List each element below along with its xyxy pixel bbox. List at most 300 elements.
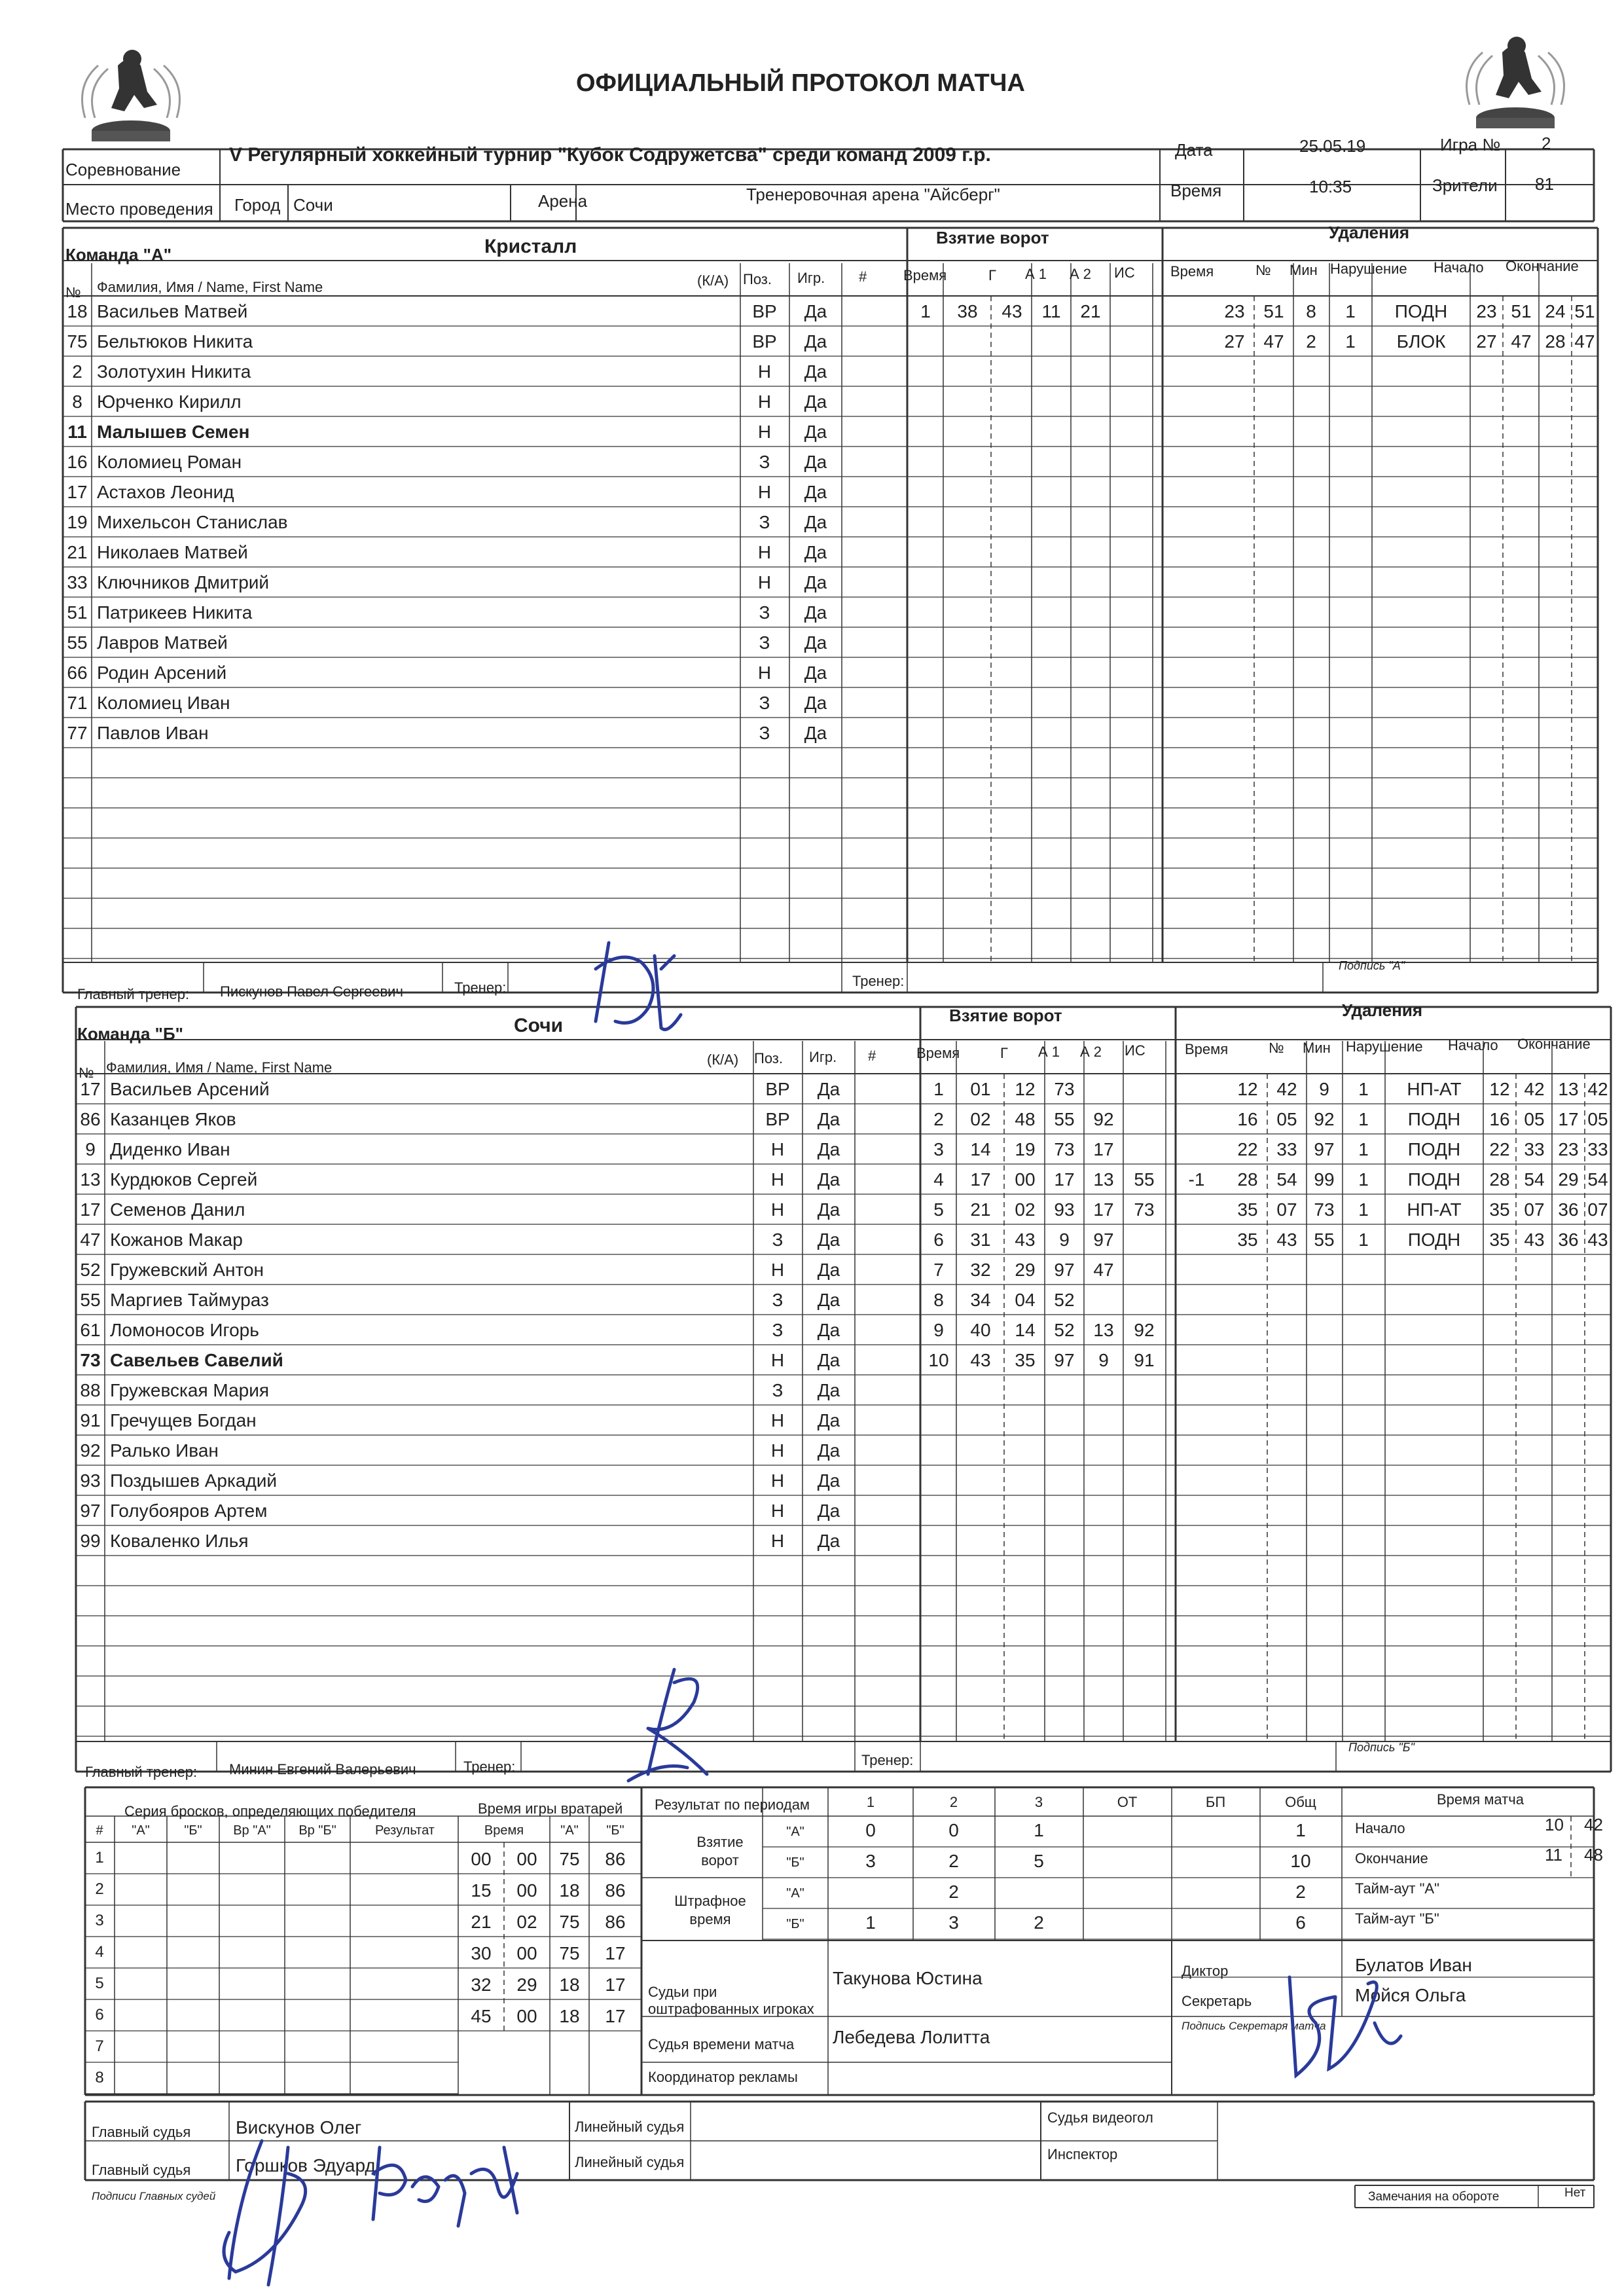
team-b-goal-second: 35 <box>1015 1350 1036 1370</box>
team-a-col-a1: А 1 <box>1025 266 1047 282</box>
goalie-second: 02 <box>516 1912 537 1932</box>
team-b-goal-second: 43 <box>1015 1230 1036 1250</box>
period-value-goals-b: 2 <box>948 1851 959 1871</box>
chief-referee-signature-1 <box>209 2128 327 2291</box>
team-a-player-name: Юрченко Кирилл <box>97 392 242 412</box>
team-b-player-name: Ломоносов Игорь <box>110 1320 259 1340</box>
team-b-col-hash: # <box>868 1048 876 1064</box>
team-b-penalties-title: Удаления <box>1342 1000 1422 1020</box>
team-b-penalty-minutes: 1 <box>1358 1199 1369 1220</box>
team-a-player-number: 77 <box>67 723 88 743</box>
team-a-col-hash: # <box>859 268 867 285</box>
team-b-name: Сочи <box>514 1015 564 1036</box>
team-b-player-played: Да <box>817 1380 840 1400</box>
date-value: 25.05.19 <box>1299 136 1366 156</box>
team-a-player-played: Да <box>804 422 827 442</box>
team-a-col-name: Фамилия, Имя / Name, First Name <box>97 279 323 295</box>
team-a-player-name: Коломиец Роман <box>97 452 242 472</box>
team-a-goal-scorer: 11 <box>1041 301 1061 321</box>
team-a-penalty-end-sec: 51 <box>1574 301 1595 321</box>
team-a-player-name: Патрикеев Никита <box>97 602 253 623</box>
team-b-goal-assist-1: 92 <box>1093 1109 1114 1129</box>
periods-penalty-label: Штрафное время <box>674 1893 746 1927</box>
period-col-header: 2 <box>949 1794 958 1810</box>
team-b-player-number: 88 <box>80 1380 101 1400</box>
goalie-second: 00 <box>516 1880 537 1901</box>
team-a-penalty-start-min: 23 <box>1476 301 1497 321</box>
match-end-sec: 48 <box>1584 1845 1603 1865</box>
team-b-penalty-violation: ПОДН <box>1407 1139 1461 1159</box>
team-b-col-pen-min: Мин <box>1303 1040 1331 1056</box>
team-b-col-ka: (К/А) <box>707 1051 739 1068</box>
team-a-penalty-player: 2 <box>1306 331 1316 352</box>
game-number-label: Игра № <box>1440 135 1501 155</box>
team-b-penalty-player: 99 <box>1314 1169 1335 1190</box>
team-a-player-played: Да <box>804 572 827 592</box>
spectators-value: 81 <box>1535 174 1554 194</box>
team-b-player-position: Н <box>770 1410 785 1430</box>
time-judge-label: Судья времени матча <box>648 2036 795 2052</box>
goalie-minute: 32 <box>471 1975 492 1995</box>
team-b-penalty-end-min: 36 <box>1558 1230 1579 1250</box>
team-a-player-played: Да <box>804 512 827 532</box>
team-b-col-a1: А 1 <box>1038 1044 1060 1060</box>
box-judges-name: Такунова Юстина <box>833 1968 983 1988</box>
team-a-player-number: 51 <box>67 602 88 623</box>
team-b-player-position: З <box>772 1290 784 1310</box>
team-b-penalty-start-sec: 42 <box>1524 1079 1545 1099</box>
shootout-col-header: Вр "Б" <box>298 1823 336 1838</box>
shootout-row-number: 3 <box>95 1912 104 1929</box>
match-start-min: 10 <box>1545 1815 1564 1834</box>
team-b-player-played: Да <box>817 1320 840 1340</box>
team-a-player-played: Да <box>804 361 827 382</box>
team-b-penalty-second: 07 <box>1276 1199 1297 1220</box>
team-a-name: Кристалл <box>484 236 577 257</box>
team-a-player-number: 2 <box>72 361 82 382</box>
arena-value: Тренеровочная арена "Айсберг" <box>746 185 1000 204</box>
spectators-label: Зрители <box>1432 175 1498 195</box>
inspector-label: Инспектор <box>1047 2146 1118 2162</box>
team-a-col-pos: Поз. <box>743 271 772 287</box>
team-b-penalty-end-min: 23 <box>1558 1139 1579 1159</box>
team-b-penalty-minutes: 1 <box>1358 1139 1369 1159</box>
shootout-row-number: 1 <box>95 1849 104 1867</box>
team-b-goal-assist-1: 47 <box>1093 1260 1114 1280</box>
team-b-player-played: Да <box>817 1350 840 1370</box>
team-a-player-position: Н <box>757 663 772 683</box>
team-b-col-violation: Нарушение <box>1346 1038 1423 1055</box>
team-b-penalty-minutes: 1 <box>1358 1230 1369 1250</box>
team-b-col-pen-num: № <box>1269 1040 1284 1056</box>
match-end-min: 11 <box>1545 1845 1562 1865</box>
team-b-penalty-minute: 16 <box>1237 1109 1258 1129</box>
goalie-minute: 15 <box>471 1880 492 1901</box>
team-b-goal-second: 12 <box>1015 1079 1036 1099</box>
goalie-team-b: 17 <box>605 1943 626 1963</box>
team-a-goal-second: 43 <box>1001 301 1022 321</box>
team-b-player-position: З <box>772 1380 784 1400</box>
team-b-col-pos: Поз. <box>754 1050 783 1066</box>
team-b-col-num: № <box>79 1065 94 1081</box>
match-time-title: Время матча <box>1437 1791 1524 1808</box>
team-a-label: Команда "А" <box>65 245 172 264</box>
city-value: Сочи <box>293 195 333 215</box>
team-a-goal-minute: 38 <box>957 301 978 321</box>
team-b-player-name: Савельев Савелий <box>110 1350 283 1370</box>
team-a-col-pen-time: Время <box>1170 263 1214 280</box>
period-value-pen-b: 1 <box>865 1912 876 1933</box>
team-b-player-number: 9 <box>85 1139 96 1159</box>
team-a-player-position: З <box>759 693 770 713</box>
team-b-goal-minute: 01 <box>970 1079 991 1099</box>
box-judges-label: Судьи при оштрафованных игроках <box>648 1984 814 2017</box>
team-b-goal-number: 5 <box>933 1199 944 1220</box>
goalie-minute: 00 <box>471 1849 492 1869</box>
period-value-goals-b: 3 <box>865 1851 876 1871</box>
team-a-player-number: 11 <box>67 422 87 442</box>
shootout-title: Серия бросков, определяющих победителя <box>124 1803 416 1819</box>
shootout-col-header: Вр "А" <box>233 1823 271 1838</box>
periods-goals-team-a: "А" <box>786 1825 804 1839</box>
remarks-label: Замечания на обороте <box>1368 2190 1500 2204</box>
goalie-col-header: "А" <box>560 1823 579 1838</box>
chief-referee-label-1: Главный судья <box>92 2124 191 2140</box>
arena-label: Арена <box>538 191 588 211</box>
team-b-penalty-end-min: 13 <box>1558 1079 1579 1099</box>
secretary-signature <box>1276 1958 1407 2088</box>
team-b-penalty-player: 92 <box>1314 1109 1335 1129</box>
team-a-col-num: № <box>65 284 81 301</box>
team-a-col-igr: Игр. <box>797 270 825 286</box>
team-b-penalty-second: 54 <box>1276 1169 1297 1190</box>
team-a-player-number: 19 <box>67 512 88 532</box>
period-value-goals-a: 1 <box>1295 1820 1306 1840</box>
team-a-col-goal-time: Время <box>903 267 947 283</box>
team-a-player-position: З <box>759 452 770 472</box>
team-a-player-name: Родин Арсений <box>97 663 227 683</box>
team-b-penalty-end-sec: 07 <box>1587 1199 1608 1220</box>
team-b-head-coach-label: Главный тренер: <box>85 1764 198 1780</box>
team-b-goal-minute: 17 <box>970 1169 991 1190</box>
goalie-minute: 30 <box>471 1943 492 1963</box>
team-a-player-position: Н <box>757 572 772 592</box>
team-b-coach-label: Тренер: <box>463 1758 516 1775</box>
team-a-player-name: Павлов Иван <box>97 723 209 743</box>
team-b-goal-minute: 31 <box>970 1230 991 1250</box>
goalie-minute: 45 <box>471 2006 492 2026</box>
team-b-player-position: Н <box>770 1169 785 1190</box>
team-b-player-position: Н <box>770 1199 785 1220</box>
team-b-col-start: Начало <box>1448 1037 1498 1053</box>
team-b-player-name: Гречущев Богдан <box>110 1410 257 1430</box>
team-a-penalty-minutes: 1 <box>1345 301 1356 321</box>
city-label: Город <box>234 195 281 215</box>
period-col-header: БП <box>1205 1794 1226 1810</box>
team-b-goal-scorer: 97 <box>1054 1260 1075 1280</box>
team-b-player-position: З <box>772 1230 784 1250</box>
team-b-penalty-end-min: 17 <box>1558 1109 1579 1129</box>
team-b-player-played: Да <box>817 1260 840 1280</box>
shootout-col-header: # <box>96 1823 103 1838</box>
team-a-player-name: Малышев Семен <box>97 422 250 442</box>
team-b-player-position: Н <box>770 1440 785 1461</box>
team-b-player-name: Голубояров Артем <box>110 1501 268 1521</box>
team-b-player-played: Да <box>817 1410 840 1430</box>
team-b-penalty-minute: 28 <box>1237 1169 1258 1190</box>
team-b-col-is: ИС <box>1125 1042 1146 1059</box>
team-a-player-name: Васильев Матвей <box>97 301 248 321</box>
team-a-penalty-violation: БЛОК <box>1396 331 1446 352</box>
secretary-name: Мойся Ольга <box>1355 1985 1466 2005</box>
goalie-team-b: 17 <box>605 1975 626 1995</box>
team-a-head-coach-label: Главный тренер: <box>77 986 190 1002</box>
team-b-head-coach: Минин Евгений Валерьевич <box>229 1761 416 1777</box>
team-b-goal-number: 6 <box>933 1230 944 1250</box>
goalie-col-header: "Б" <box>606 1823 624 1838</box>
team-a-penalties-title: Удаления <box>1329 223 1409 242</box>
time-value: 10:35 <box>1309 177 1352 196</box>
video-judge-label: Судья видеогол <box>1047 2109 1153 2126</box>
team-b-goal-second: 29 <box>1015 1260 1036 1280</box>
goalie-team-a: 75 <box>559 1849 580 1869</box>
goalie-second: 00 <box>516 2006 537 2026</box>
shootout-row-number: 6 <box>95 2006 104 2024</box>
team-a-player-played: Да <box>804 482 827 502</box>
team-a-goal-number: 1 <box>920 301 931 321</box>
team-b-player-played: Да <box>817 1169 840 1190</box>
team-b-goal-assist-2: 73 <box>1134 1199 1155 1220</box>
remarks-value: Нет <box>1564 2186 1586 2200</box>
period-value-pen-b: 6 <box>1295 1912 1306 1933</box>
team-b-player-number: 61 <box>80 1320 101 1340</box>
team-b-goal-second: 19 <box>1015 1139 1036 1159</box>
team-a-player-position: ВР <box>752 331 777 352</box>
line-judge-label-2: Линейный судья <box>575 2154 685 2170</box>
team-b-player-played: Да <box>817 1109 840 1129</box>
team-b-col-end: Окончание <box>1517 1036 1591 1052</box>
team-b-player-played: Да <box>817 1139 840 1159</box>
team-b-goal-second: 02 <box>1015 1199 1036 1220</box>
team-b-goals-title: Взятие ворот <box>949 1006 1062 1025</box>
team-b-penalty-start-sec: 33 <box>1524 1139 1545 1159</box>
team-b-col-g: Г <box>1000 1045 1008 1061</box>
team-a-player-position: З <box>759 602 770 623</box>
team-a-player-played: Да <box>804 542 827 562</box>
team-b-player-name: Казанцев Яков <box>110 1109 236 1129</box>
team-b-player-played: Да <box>817 1531 840 1551</box>
team-a-penalty-end-min: 28 <box>1545 331 1566 352</box>
team-a-penalty-start-min: 27 <box>1476 331 1497 352</box>
goalie-team-b: 86 <box>605 1912 626 1932</box>
team-b-col-a2: А 2 <box>1080 1044 1102 1060</box>
team-b-player-number: 73 <box>80 1350 101 1370</box>
team-b-goal-minute: 32 <box>970 1260 991 1280</box>
team-b-goal-minute: 40 <box>970 1320 991 1340</box>
team-b-goal-scorer: 73 <box>1054 1079 1075 1099</box>
team-b-penalty-end-sec: 33 <box>1587 1139 1608 1159</box>
team-a-col-a2: А 2 <box>1070 266 1092 282</box>
chief-referee-2: Горшков Эдуард <box>236 2155 376 2176</box>
team-b-penalty-minutes: 1 <box>1358 1109 1369 1129</box>
team-b-goal-second: 14 <box>1015 1320 1036 1340</box>
team-a-player-name: Коломиец Иван <box>97 693 230 713</box>
team-b-goal-second: 00 <box>1015 1169 1036 1190</box>
team-b-penalty-violation: ПОДН <box>1407 1230 1461 1250</box>
team-a-player-name: Михельсон Станислав <box>97 512 288 532</box>
goalie-team-a: 75 <box>559 1912 580 1932</box>
team-a-player-number: 17 <box>67 482 88 502</box>
team-a-col-ka: (К/А) <box>697 272 729 289</box>
team-a-penalty-violation: ПОДН <box>1394 301 1448 321</box>
team-b-label: Команда "Б" <box>77 1024 183 1044</box>
team-b-goal-assist-2: 92 <box>1134 1320 1155 1340</box>
team-b-penalty-end-sec: 05 <box>1587 1109 1608 1129</box>
team-b-player-name: Гружевский Антон <box>110 1260 264 1280</box>
team-a-penalty-end-min: 24 <box>1545 301 1566 321</box>
team-a-player-played: Да <box>804 693 827 713</box>
goalie-second: 29 <box>516 1975 537 1995</box>
team-a-player-number: 66 <box>67 663 88 683</box>
team-b-player-number: 17 <box>80 1199 101 1220</box>
team-b-penalty-end-sec: 54 <box>1587 1169 1608 1190</box>
shootout-col-header: Результат <box>375 1823 435 1838</box>
team-a-goal-assist-1: 21 <box>1080 301 1101 321</box>
team-a-player-position: З <box>759 512 770 532</box>
team-a-player-played: Да <box>804 452 827 472</box>
team-b-player-number: 47 <box>80 1230 101 1250</box>
team-a-player-position: З <box>759 723 770 743</box>
team-b-penalty-start-min: 16 <box>1489 1109 1510 1129</box>
team-b-player-name: Гружевская Мария <box>110 1380 269 1400</box>
announcer-name: Булатов Иван <box>1355 1955 1472 1975</box>
goalie-team-a: 18 <box>559 1975 580 1995</box>
team-b-player-number: 92 <box>80 1440 101 1461</box>
team-b-player-position: Н <box>770 1260 785 1280</box>
team-b-goal-number: 2 <box>933 1109 944 1129</box>
team-b-player-position: З <box>772 1320 784 1340</box>
period-value-goals-a: 0 <box>865 1820 876 1840</box>
shootout-row-number: 5 <box>95 1975 104 1992</box>
team-a-player-name: Лавров Матвей <box>97 632 228 653</box>
team-a-player-name: Бельтюков Никита <box>97 331 253 352</box>
team-b-goal-minute: 14 <box>970 1139 991 1159</box>
team-b-goal-assist-1: 9 <box>1098 1350 1109 1370</box>
team-b-player-name: Маргиев Таймураз <box>110 1290 269 1310</box>
team-b-goal-scorer: 97 <box>1054 1350 1075 1370</box>
periods-pen-team-a: "А" <box>786 1886 804 1901</box>
team-b-goal-scorer: 9 <box>1059 1230 1070 1250</box>
team-b-goal-scorer: 55 <box>1054 1109 1075 1129</box>
goalie-team-a: 18 <box>559 2006 580 2026</box>
team-a-player-position: ВР <box>752 301 777 321</box>
team-a-player-position: Н <box>757 392 772 412</box>
team-b-penalty-minutes: 1 <box>1358 1169 1369 1190</box>
team-b-goal-minute: 34 <box>970 1290 991 1310</box>
team-b-player-name: Коваленко Илья <box>110 1531 249 1551</box>
team-b-penalty-start-min: 28 <box>1489 1169 1510 1190</box>
goalie-second: 00 <box>516 1849 537 1869</box>
team-a-penalty-start-sec: 47 <box>1511 331 1532 352</box>
team-b-player-position: Н <box>770 1501 785 1521</box>
team-a-coach2-label: Тренер: <box>852 973 905 989</box>
team-b-goal-scorer: 17 <box>1054 1169 1075 1190</box>
team-a-penalty-end-sec: 47 <box>1574 331 1595 352</box>
team-b-penalty-end-sec: 42 <box>1587 1079 1608 1099</box>
team-b-penalty-minute: 35 <box>1237 1230 1258 1250</box>
team-b-coach-signature <box>622 1663 727 1794</box>
team-a-player-played: Да <box>804 632 827 653</box>
team-a-player-played: Да <box>804 301 827 321</box>
date-label: Дата <box>1175 140 1213 160</box>
period-value-pen-a: 2 <box>1295 1882 1306 1902</box>
team-b-goal-minute: 43 <box>970 1350 991 1370</box>
team-a-penalty-minute: 27 <box>1224 331 1245 352</box>
team-b-penalty-start-min: 12 <box>1489 1079 1510 1099</box>
time-label: Время <box>1170 181 1222 200</box>
team-b-player-position: ВР <box>765 1109 790 1129</box>
goalie-minute: 21 <box>471 1912 492 1932</box>
periods-goals-team-b: "Б" <box>786 1855 804 1870</box>
team-b-penalty-start-sec: 43 <box>1524 1230 1545 1250</box>
team-b-goal-number: 10 <box>928 1350 949 1370</box>
team-b-goal-number: 3 <box>933 1139 944 1159</box>
team-b-penalty-second: 05 <box>1276 1109 1297 1129</box>
team-a-penalty-start-sec: 51 <box>1511 301 1532 321</box>
team-b-player-number: 99 <box>80 1531 101 1551</box>
team-a-player-number: 18 <box>67 301 88 321</box>
team-b-coach2-label: Тренер: <box>861 1752 914 1768</box>
team-b-penalty-start-min: 35 <box>1489 1230 1510 1250</box>
team-b-penalty-start-sec: 05 <box>1524 1109 1545 1129</box>
shootout-row-number: 4 <box>95 1943 104 1961</box>
team-b-penalty-player: 73 <box>1314 1199 1335 1220</box>
team-b-penalty-end-min: 29 <box>1558 1169 1579 1190</box>
team-b-penalty-second: 43 <box>1276 1230 1297 1250</box>
chief-referee-1: Вискунов Олег <box>236 2117 362 2138</box>
team-b-player-number: 91 <box>80 1410 101 1430</box>
team-b-player-number: 17 <box>80 1079 101 1099</box>
team-b-sign-label: Подпись "Б" <box>1348 1741 1415 1754</box>
goalie-second: 00 <box>516 1943 537 1963</box>
team-a-penalty-minutes: 1 <box>1345 331 1356 352</box>
team-b-goal-assist-1: 13 <box>1093 1320 1114 1340</box>
team-b-player-position: ВР <box>765 1079 790 1099</box>
team-a-player-played: Да <box>804 392 827 412</box>
team-b-player-name: Поздышев Аркадий <box>110 1470 278 1491</box>
team-b-goal-minute: 21 <box>970 1199 991 1220</box>
team-a-player-name: Николаев Матвей <box>97 542 248 562</box>
team-b-goal-assist-1: 13 <box>1093 1169 1114 1190</box>
team-a-penalty-second: 51 <box>1263 301 1284 321</box>
timeout-a-label: Тайм-аут "А" <box>1355 1880 1439 1897</box>
goalie-team-b: 86 <box>605 1880 626 1901</box>
team-b-player-number: 86 <box>80 1109 101 1129</box>
team-a-player-played: Да <box>804 602 827 623</box>
announcer-label: Диктор <box>1182 1963 1229 1979</box>
match-start-label: Начало <box>1355 1820 1405 1836</box>
team-b-player-played: Да <box>817 1199 840 1220</box>
team-a-col-pen-num: № <box>1255 262 1271 278</box>
team-b-penalty-minute: 35 <box>1237 1199 1258 1220</box>
team-b-penalty-minute: 12 <box>1237 1079 1258 1099</box>
team-b-penalty-violation: НП-АТ <box>1407 1199 1462 1220</box>
shootout-row-number: 8 <box>95 2069 104 2086</box>
team-a-penalty-second: 47 <box>1263 331 1284 352</box>
team-b-penalty-minute: 22 <box>1237 1139 1258 1159</box>
team-b-penalty-minutes: 1 <box>1358 1079 1369 1099</box>
period-value-goals-a: 1 <box>1034 1820 1044 1840</box>
